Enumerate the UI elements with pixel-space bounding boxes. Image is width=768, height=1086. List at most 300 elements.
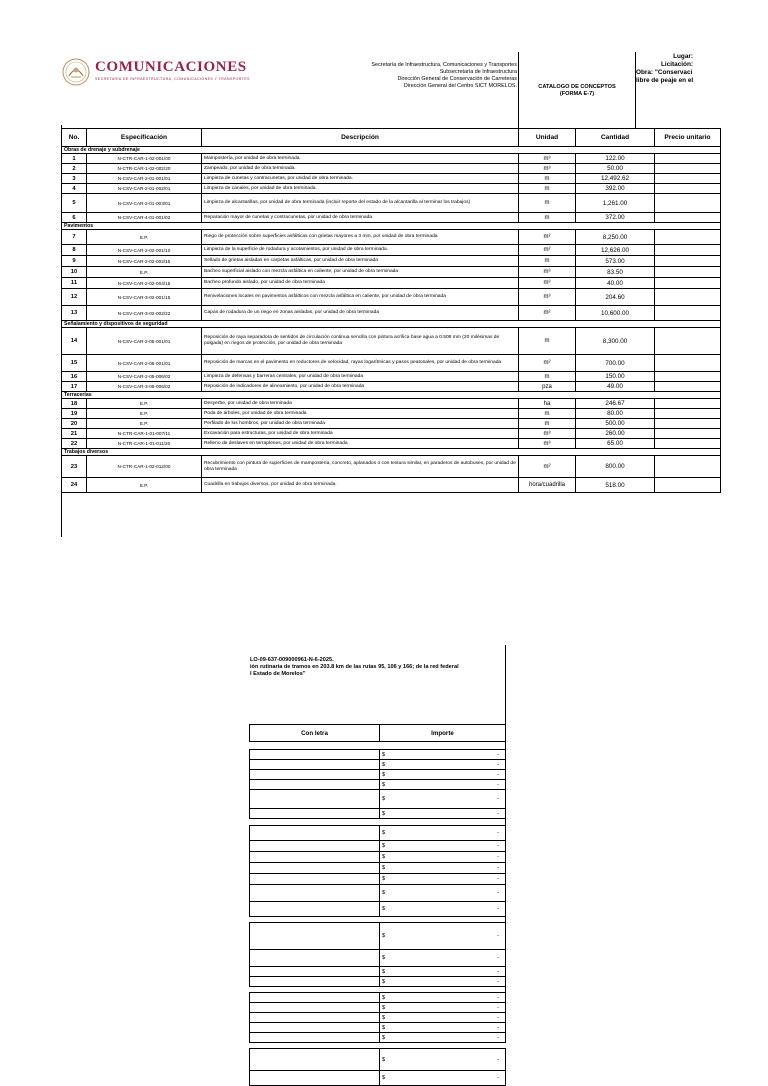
table-row <box>62 194 721 213</box>
descripcion-cell: Excavación para estructuras, por unidad de obra terminada <box>202 429 519 439</box>
amount-placeholder: - <box>497 781 499 788</box>
importe-row <box>250 863 506 874</box>
cantidad-cell: 40.00 <box>576 278 655 289</box>
table-row <box>62 267 721 278</box>
descripcion-cell: Bacheo superficial aislado con mezcla asfáltica en caliente, por unidad de obra terminada <box>202 267 519 278</box>
obra-description-cont: l Estado de Morelos" <box>250 671 306 678</box>
header-especificacion: Especificación <box>87 129 202 147</box>
precio-unitario-cell <box>655 230 721 245</box>
especificacion-cell: E.P. <box>87 419 202 429</box>
concept-number: 17 <box>62 382 87 392</box>
precio-unitario-cell <box>655 289 721 306</box>
section-row <box>62 321 721 328</box>
national-seal-icon <box>62 58 90 86</box>
importe-cell <box>380 790 506 809</box>
especificacion-cell: E.P. <box>87 267 202 278</box>
con-letra-cell <box>250 1023 380 1033</box>
concept-number: 2 <box>62 164 87 174</box>
con-letra-cell <box>250 902 380 917</box>
con-letra-cell <box>250 852 380 863</box>
obra-block <box>636 69 766 85</box>
precio-unitario-cell <box>655 355 721 372</box>
amount-placeholder: - <box>497 830 499 836</box>
table-row <box>62 245 721 256</box>
amount-placeholder: - <box>497 933 499 939</box>
concept-number: 8 <box>62 245 87 256</box>
importe-cell <box>380 1033 506 1043</box>
unidad-cell: m³ <box>519 429 576 439</box>
con-letra-cell <box>250 826 380 841</box>
con-letra-cell <box>250 1033 380 1043</box>
cantidad-cell: 12,492.62 <box>576 174 655 184</box>
table-row <box>62 478 721 493</box>
concept-number: 13 <box>62 306 87 321</box>
cantidad-cell: 1,261.00 <box>576 194 655 213</box>
lugar-block <box>636 53 693 69</box>
cantidad-cell: 65.00 <box>576 439 655 449</box>
amount-placeholder: - <box>497 771 499 778</box>
especificacion-cell: E.P. <box>87 230 202 245</box>
cantidad-cell: 392.00 <box>576 184 655 194</box>
importe-row <box>250 1049 506 1071</box>
amount-placeholder: - <box>497 890 499 896</box>
importe-cell <box>380 852 506 863</box>
importe-header-row <box>250 725 506 742</box>
currency-symbol: $ <box>382 876 386 882</box>
lugar-label: Lugar: <box>673 53 693 60</box>
dependencia-line: Dirección General de Conservación de Carreteras <box>397 76 517 82</box>
importe-row <box>250 852 506 863</box>
importe-row <box>250 826 506 841</box>
cantidad-cell: 8,250.00 <box>576 230 655 245</box>
concept-number: 16 <box>62 372 87 382</box>
precio-unitario-cell <box>655 419 721 429</box>
importe-cell <box>380 902 506 917</box>
unidad-cell: m <box>519 372 576 382</box>
importe-cell <box>380 1049 506 1071</box>
amount-placeholder: - <box>497 1056 499 1063</box>
importe-cell <box>380 1003 506 1013</box>
licitacion-label: Licitación: <box>661 61 693 69</box>
importe-cell <box>380 863 506 874</box>
importe-cell <box>380 885 506 902</box>
unidad-cell: m³ <box>519 154 576 164</box>
importe-row <box>250 950 506 967</box>
unidad-cell: m <box>519 194 576 213</box>
especificacion-cell: N-CSV-CAR-2-02-001/10 <box>87 245 202 256</box>
cantidad-cell: 260.00 <box>576 429 655 439</box>
importe-cell <box>380 1023 506 1033</box>
con-letra-cell <box>250 1071 380 1086</box>
importe-row <box>250 809 506 819</box>
header-cantidad: Cantidad <box>576 129 655 147</box>
currency-symbol: $ <box>382 830 386 836</box>
table-row <box>62 230 721 245</box>
currency-symbol: $ <box>382 1034 386 1041</box>
precio-unitario-cell <box>655 439 721 449</box>
importe-row <box>250 780 506 790</box>
cantidad-cell: 83.50 <box>576 267 655 278</box>
descripcion-cell: Limpieza de la superficie de rodadura y acotamientos, por unidad de obra terminada. <box>202 245 519 256</box>
table-row <box>62 278 721 289</box>
importe-cell <box>380 826 506 841</box>
descripcion-cell: Riego de protección sobre superficies asfálticas con grietas mayores a 3 mm, por unidad de obra terminada <box>202 230 519 245</box>
precio-unitario-cell <box>655 409 721 419</box>
amount-placeholder: - <box>497 865 499 871</box>
descripcion-cell: Zampeado, por unidad de obra terminada. <box>202 164 519 174</box>
unidad-cell: m² <box>519 456 576 478</box>
importe-cell <box>380 967 506 977</box>
table-row <box>62 409 721 419</box>
importe-cell <box>380 1013 506 1023</box>
concept-number: 20 <box>62 419 87 429</box>
section-row <box>62 147 721 154</box>
importe-row <box>250 1071 506 1086</box>
especificacion-cell: N-CSV-CAR-4-01-001/02 <box>87 213 202 223</box>
cantidad-cell: 150.00 <box>576 372 655 382</box>
descripcion-cell: Recubrimiento con pintura de superficies de mampostería, concreto, aplanados o con textura similar, en paraderos de autobuses, por unidad de obra terminada <box>202 456 519 478</box>
amount-placeholder: - <box>497 796 499 802</box>
unidad-cell: m² <box>519 230 576 245</box>
concept-number: 5 <box>62 194 87 213</box>
especificacion-cell: E.P. <box>87 478 202 493</box>
importe-row <box>250 750 506 760</box>
cantidad-cell: 573.00 <box>576 256 655 267</box>
especificacion-cell: N-CTR-CAR-1-01-011/20 <box>87 439 202 449</box>
dependencia-line: Subsecretaría de Infraestructura <box>439 69 517 75</box>
table-row <box>62 213 721 223</box>
con-letra-cell <box>250 1049 380 1071</box>
cantidad-cell: 8,300.00 <box>576 328 655 355</box>
unidad-cell: m³ <box>519 439 576 449</box>
amount-placeholder: - <box>497 876 499 882</box>
con-letra-cell <box>250 1013 380 1023</box>
table-row <box>62 372 721 382</box>
sict-logo <box>62 56 262 92</box>
header-no: No. <box>62 129 87 147</box>
section-gap <box>250 819 506 826</box>
header-precio-unitario: Precio unitario <box>655 129 721 147</box>
currency-symbol: $ <box>382 906 386 912</box>
con-letra-cell <box>250 780 380 790</box>
cantidad-cell: 204.60 <box>576 289 655 306</box>
importe-cell <box>380 780 506 790</box>
descripcion-cell: Reposición de marcas en el pavimento en reductores de velocidad, rayas logarítmicas y pasos peatonales, por unidad de obra terminada <box>202 355 519 372</box>
unidad-cell: m³ <box>519 164 576 174</box>
dependencia-line: Secretaría de Infraestructura, Comunicaciones y Transportes <box>371 62 517 68</box>
concept-number: 1 <box>62 154 87 164</box>
amount-placeholder: - <box>497 906 499 912</box>
importe-row <box>250 977 506 987</box>
con-letra-cell <box>250 993 380 1003</box>
descripcion-cell: Limpieza de canales, por unidad de obra terminada. <box>202 184 519 194</box>
obra-label-cont: libre de peaje en el <box>636 77 694 85</box>
importe-cell <box>380 1071 506 1086</box>
descripcion-cell: Poda de árboles, por unidad de obra terminada <box>202 409 519 419</box>
importe-row <box>250 902 506 917</box>
cantidad-cell: 50.00 <box>576 164 655 174</box>
unidad-cell: m <box>519 174 576 184</box>
header-con-letra: Con letra <box>250 725 380 742</box>
concept-number: 6 <box>62 213 87 223</box>
section-label: Terracerías <box>62 392 721 399</box>
cantidad-cell: 12,626.00 <box>576 245 655 256</box>
table-row <box>62 154 721 164</box>
con-letra-cell <box>250 1003 380 1013</box>
catalogo-title <box>519 84 635 98</box>
section-gap-row <box>250 819 506 826</box>
section-label: Señalamiento y dispositivos de seguridad <box>62 321 721 328</box>
descripcion-cell: Limpieza de cunetas y contracunetas, por unidad de obra terminada. <box>202 174 519 184</box>
con-letra-cell <box>250 967 380 977</box>
section-row <box>62 223 721 230</box>
importe-row <box>250 841 506 852</box>
table-row <box>62 184 721 194</box>
catalogo-title-line2: (FORMA E-7) <box>559 91 595 97</box>
amount-placeholder: - <box>497 843 499 849</box>
precio-unitario-cell <box>655 184 721 194</box>
unidad-cell: m² <box>519 306 576 321</box>
cantidad-cell: 246.67 <box>576 399 655 409</box>
currency-symbol: $ <box>382 978 386 985</box>
amount-placeholder: - <box>497 761 499 768</box>
currency-symbol: $ <box>382 1024 386 1031</box>
importe-row <box>250 967 506 977</box>
amount-placeholder: - <box>497 994 499 1001</box>
precio-unitario-cell <box>655 154 721 164</box>
precio-unitario-cell <box>655 382 721 392</box>
catalogo-table-body <box>62 147 721 493</box>
especificacion-cell: N-CSV-CAR-2-02-002/15 <box>87 256 202 267</box>
especificacion-cell: N-CSV-CAR-2-02-004/15 <box>87 278 202 289</box>
amount-placeholder: - <box>497 1014 499 1021</box>
importe-cell <box>380 874 506 885</box>
descripcion-cell: Bacheo profundo aislado, por unidad de obra terminada <box>202 278 519 289</box>
descripcion-cell: Renivelaciones locales en pavimentos asfálticos con mezcla asfáltica en caliente, por unidad de obra terminada <box>202 289 519 306</box>
descripcion-cell: Mampostería, por unidad de obra terminada. <box>202 154 519 164</box>
currency-symbol: $ <box>382 865 386 871</box>
table-row <box>62 429 721 439</box>
section-gap <box>250 742 506 750</box>
header-descripcion: Descripción <box>202 129 519 147</box>
importe-cell <box>380 977 506 987</box>
section-label: Trabajos diversos <box>62 449 721 456</box>
obra-description: ión rutinaria de tramos en 203.8 km de las rutas 95, 106 y 166; de la red federal <box>250 664 459 671</box>
cantidad-cell: 10,600.00 <box>576 306 655 321</box>
currency-symbol: $ <box>382 994 386 1001</box>
importe-cell <box>380 760 506 770</box>
amount-placeholder: - <box>497 968 499 975</box>
table-row <box>62 382 721 392</box>
unidad-cell: m <box>519 213 576 223</box>
especificacion-cell: N-CSV-CAR-2-01-003/01 <box>87 194 202 213</box>
especificacion-cell: N-CSV-CAR-3-05-006/02 <box>87 382 202 392</box>
precio-unitario-cell <box>655 478 721 493</box>
importe-row <box>250 1013 506 1023</box>
header-importe: Importe <box>380 725 506 742</box>
con-letra-cell <box>250 760 380 770</box>
cantidad-cell: 80.00 <box>576 409 655 419</box>
table-row <box>62 456 721 478</box>
catalogo-title-line1: CATALOGO DE CONCEPTOS <box>538 84 616 90</box>
con-letra-cell <box>250 950 380 967</box>
cantidad-cell: 518.00 <box>576 478 655 493</box>
especificacion-cell: N-CTR-CAR-1-01-007/11 <box>87 429 202 439</box>
precio-unitario-cell <box>655 174 721 184</box>
importe-cell <box>380 770 506 780</box>
especificacion-cell: N-CSV-CAR-2-01-001/01 <box>87 174 202 184</box>
precio-unitario-cell <box>655 399 721 409</box>
brand-subtitle: SECRETARÍA DE INFRAESTRUCTURA, COMUNICACIONES Y TRANSPORTES <box>95 77 250 81</box>
table-row <box>62 328 721 355</box>
con-letra-cell <box>250 874 380 885</box>
unidad-cell: m² <box>519 355 576 372</box>
table-row <box>62 306 721 321</box>
section-label: Pavimentos <box>62 223 721 230</box>
importe-row <box>250 923 506 950</box>
con-letra-cell <box>250 790 380 809</box>
precio-unitario-cell <box>655 429 721 439</box>
unidad-cell: m³ <box>519 278 576 289</box>
especificacion-cell: N-CSV-CAR-2-05-006/02 <box>87 372 202 382</box>
precio-unitario-cell <box>655 306 721 321</box>
concept-number: 9 <box>62 256 87 267</box>
amount-placeholder: - <box>497 1075 499 1081</box>
precio-unitario-cell <box>655 456 721 478</box>
unidad-cell: pza <box>519 382 576 392</box>
concept-number: 15 <box>62 355 87 372</box>
concept-number: 18 <box>62 399 87 409</box>
unidad-cell: hora/cuadrilla <box>519 478 576 493</box>
table-row <box>62 256 721 267</box>
importe-row <box>250 790 506 809</box>
especificacion-cell: E.P. <box>87 409 202 419</box>
table-row <box>62 289 721 306</box>
importe-row <box>250 1023 506 1033</box>
precio-unitario-cell <box>655 256 721 267</box>
licitacion-number: LO-09-637-009000961-N-6-2025. <box>250 657 334 663</box>
precio-unitario-cell <box>655 194 721 213</box>
precio-unitario-cell <box>655 164 721 174</box>
section-row <box>62 392 721 399</box>
concept-number: 7 <box>62 230 87 245</box>
unidad-cell: ha <box>519 399 576 409</box>
importe-row <box>250 760 506 770</box>
importe-row <box>250 770 506 780</box>
currency-symbol: $ <box>382 751 386 758</box>
unidad-cell: m³ <box>519 267 576 278</box>
importe-table-body <box>250 742 506 1086</box>
concept-number: 22 <box>62 439 87 449</box>
precio-unitario-cell <box>655 245 721 256</box>
con-letra-cell <box>250 977 380 987</box>
section-gap-row <box>250 742 506 750</box>
cantidad-cell: 372.00 <box>576 213 655 223</box>
amount-placeholder: - <box>497 1004 499 1011</box>
precio-unitario-cell <box>655 278 721 289</box>
brand-name: COMUNICACIONES <box>95 59 247 75</box>
currency-symbol: $ <box>382 1004 386 1011</box>
especificacion-cell: N-CSV-CAR-2-05-001/01 <box>87 355 202 372</box>
dependencia-line: Dirección General del Centro SICT MORELOS. <box>403 83 517 89</box>
descripcion-cell: Desyerbe, por unidad de obra terminada <box>202 399 519 409</box>
concept-number: 12 <box>62 289 87 306</box>
unidad-cell: m² <box>519 245 576 256</box>
table-row <box>62 399 721 409</box>
amount-placeholder: - <box>497 854 499 860</box>
currency-symbol: $ <box>382 1056 386 1063</box>
importe-row <box>250 1003 506 1013</box>
concept-number: 10 <box>62 267 87 278</box>
descripcion-cell: Limpieza de defensas y barreras centrales, por unidad de obra terminada <box>202 372 519 382</box>
unidad-cell: m <box>519 328 576 355</box>
currency-symbol: $ <box>382 761 386 768</box>
concept-number: 21 <box>62 429 87 439</box>
especificacion-cell: N-CTR-CAR-1-02-001/00 <box>87 154 202 164</box>
importe-row <box>250 874 506 885</box>
especificacion-cell: N-CSV-CAR-3-02-002/22 <box>87 306 202 321</box>
importe-row <box>250 885 506 902</box>
importe-cell <box>380 809 506 819</box>
descripcion-cell: Sellado de grietas aisladas en carpetas asfálticas, por unidad de obra terminada <box>202 256 519 267</box>
importe-row <box>250 993 506 1003</box>
cantidad-cell: 500.00 <box>576 419 655 429</box>
importe-cell <box>380 750 506 760</box>
especificacion-cell: E.P. <box>87 399 202 409</box>
currency-symbol: $ <box>382 955 386 961</box>
amount-placeholder: - <box>497 1034 499 1041</box>
amount-placeholder: - <box>497 810 499 817</box>
catalogo-table <box>61 128 721 493</box>
currency-symbol: $ <box>382 843 386 849</box>
precio-unitario-cell <box>655 328 721 355</box>
importe-cell <box>380 950 506 967</box>
table-row <box>62 164 721 174</box>
especificacion-cell: N-CTR-CAR-1-02-002/20 <box>87 164 202 174</box>
especificacion-cell: N-CTR-CAR-1-02-012/00 <box>87 456 202 478</box>
amount-placeholder: - <box>497 1024 499 1031</box>
table-row <box>62 439 721 449</box>
currency-symbol: $ <box>382 810 386 817</box>
con-letra-cell <box>250 750 380 760</box>
amount-placeholder: - <box>497 978 499 985</box>
unidad-cell: m³ <box>519 289 576 306</box>
currency-symbol: $ <box>382 796 386 802</box>
concept-number: 11 <box>62 278 87 289</box>
cantidad-cell: 700.00 <box>576 355 655 372</box>
currency-symbol: $ <box>382 771 386 778</box>
cantidad-cell: 49.00 <box>576 382 655 392</box>
importe-row <box>250 1033 506 1043</box>
importe-cell <box>380 993 506 1003</box>
importe-cell <box>380 841 506 852</box>
precio-unitario-cell <box>655 267 721 278</box>
descripcion-cell: Reparación mayor de cunetas y contracunetas, por unidad de obra terminada. <box>202 213 519 223</box>
amount-placeholder: - <box>497 955 499 961</box>
especificacion-cell: N-CSV-CAR-2-01-002/01 <box>87 184 202 194</box>
concept-number: 4 <box>62 184 87 194</box>
table-row <box>62 419 721 429</box>
table-header-row <box>62 129 721 147</box>
con-letra-cell <box>250 885 380 902</box>
obra-label: Obra: "Conservaci <box>636 69 693 76</box>
unidad-cell: m <box>519 419 576 429</box>
importe-cell <box>380 923 506 950</box>
concept-number: 24 <box>62 478 87 493</box>
especificacion-cell: N-CSV-CAR-2-05-001/01 <box>87 328 202 355</box>
unidad-cell: m <box>519 184 576 194</box>
con-letra-cell <box>250 841 380 852</box>
